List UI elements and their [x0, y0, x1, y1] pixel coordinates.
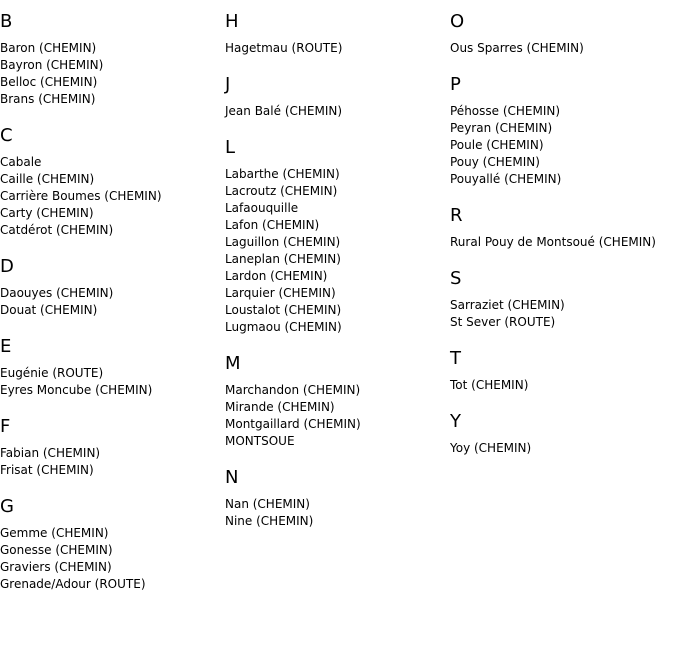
- street-name: Daouyes (CHEMIN): [0, 286, 114, 300]
- street-name: Péhosse (CHEMIN): [450, 104, 561, 118]
- letter-group: [0, 496, 220, 593]
- street-name: Yoy (CHEMIN): [450, 441, 532, 455]
- street-name: Brans (CHEMIN): [0, 92, 96, 106]
- group-letter-heading: T: [450, 348, 461, 369]
- street-name: Belloc (CHEMIN): [0, 75, 98, 89]
- letter-group: [225, 467, 445, 530]
- street-name: Marchandon (CHEMIN): [225, 383, 361, 397]
- street-name: Eugénie (ROUTE): [0, 366, 104, 380]
- street-name: Lafon (CHEMIN): [225, 218, 320, 232]
- group-letter-heading: H: [225, 11, 239, 32]
- street-name: MONTSOUE: [225, 434, 295, 448]
- street-list: [450, 103, 670, 188]
- street-name: Ous Sparres (CHEMIN): [450, 41, 584, 55]
- street-name: Lafaouquille: [225, 201, 299, 215]
- street-name: Caille (CHEMIN): [0, 172, 95, 186]
- street-name: Nine (CHEMIN): [225, 514, 314, 528]
- street-list: [450, 377, 670, 394]
- group-letter-heading: F: [0, 416, 11, 437]
- street-name: Poule (CHEMIN): [450, 138, 544, 152]
- street-name: Gonesse (CHEMIN): [0, 543, 113, 557]
- street-list: [0, 365, 220, 399]
- group-letter-heading: R: [450, 205, 463, 226]
- street-name: Lardon (CHEMIN): [225, 269, 328, 283]
- street-name: Larquier (CHEMIN): [225, 286, 336, 300]
- group-letter-heading: G: [0, 496, 14, 517]
- group-letter-heading: C: [0, 125, 13, 146]
- street-name: Laguillon (CHEMIN): [225, 235, 341, 249]
- street-list: [225, 496, 445, 530]
- street-name: Pouy (CHEMIN): [450, 155, 540, 169]
- letter-group: [450, 11, 670, 57]
- letter-group: [0, 416, 220, 479]
- street-name: Peyran (CHEMIN): [450, 121, 553, 135]
- street-name: Loustalot (CHEMIN): [225, 303, 342, 317]
- street-name: Laneplan (CHEMIN): [225, 252, 341, 266]
- street-list: [0, 445, 220, 479]
- group-letter-heading: Y: [450, 411, 461, 432]
- street-list: [450, 297, 670, 331]
- letter-group: [225, 137, 445, 336]
- street-name: Catdérot (CHEMIN): [0, 223, 114, 237]
- letter-group: [450, 74, 670, 188]
- street-name: Montgaillard (CHEMIN): [225, 417, 361, 431]
- street-name: Rural Pouy de Montsoué (CHEMIN): [450, 235, 656, 249]
- letter-group: [0, 336, 220, 399]
- street-name: Bayron (CHEMIN): [0, 58, 104, 72]
- index-column: [225, 11, 445, 547]
- street-list: [0, 285, 220, 319]
- street-name: Sarraziet (CHEMIN): [450, 298, 565, 312]
- street-list: [450, 440, 670, 457]
- street-name: Fabian (CHEMIN): [0, 446, 101, 460]
- letter-group: [225, 74, 445, 120]
- index-column: [0, 11, 220, 610]
- group-letter-heading: O: [450, 11, 465, 32]
- letter-group: [225, 353, 445, 450]
- street-list: [450, 234, 670, 251]
- street-list: [0, 154, 220, 239]
- group-letter-heading: P: [450, 74, 461, 95]
- street-name: Jean Balé (CHEMIN): [225, 104, 343, 118]
- street-name: Gemme (CHEMIN): [0, 526, 109, 540]
- group-letter-heading: N: [225, 467, 239, 488]
- street-name: Cabale: [0, 155, 42, 169]
- index-column: [450, 11, 670, 474]
- group-letter-heading: D: [0, 256, 14, 277]
- group-letter-heading: E: [0, 336, 12, 357]
- letter-group: [0, 256, 220, 319]
- letter-group: [450, 411, 670, 457]
- street-list: [225, 166, 445, 336]
- street-name: Mirande (CHEMIN): [225, 400, 335, 414]
- group-letter-heading: L: [225, 137, 236, 158]
- group-letter-heading: J: [225, 74, 231, 95]
- letter-group: [0, 125, 220, 239]
- street-list: [225, 40, 445, 57]
- street-name: Carrière Boumes (CHEMIN): [0, 189, 162, 203]
- street-list: [225, 103, 445, 120]
- group-letter-heading: B: [0, 11, 13, 32]
- street-list: [0, 40, 220, 108]
- street-name: Grenade/Adour (ROUTE): [0, 577, 146, 591]
- letter-group: [450, 205, 670, 251]
- street-name: Pouyallé (CHEMIN): [450, 172, 562, 186]
- street-list: [0, 525, 220, 593]
- group-letter-heading: S: [450, 268, 462, 289]
- letter-group: [0, 11, 220, 108]
- street-list: [450, 40, 670, 57]
- letter-group: [450, 268, 670, 331]
- street-name: Tot (CHEMIN): [450, 378, 529, 392]
- street-list: [225, 382, 445, 450]
- street-name: Lacroutz (CHEMIN): [225, 184, 338, 198]
- street-name: Eyres Moncube (CHEMIN): [0, 383, 153, 397]
- street-name: Hagetmau (ROUTE): [225, 41, 343, 55]
- street-name: Lugmaou (CHEMIN): [225, 320, 342, 334]
- street-name: Frisat (CHEMIN): [0, 463, 94, 477]
- street-name: Douat (CHEMIN): [0, 303, 98, 317]
- street-name: Labarthe (CHEMIN): [225, 167, 340, 181]
- street-name: St Sever (ROUTE): [450, 315, 556, 329]
- letter-group: [225, 11, 445, 57]
- letter-group: [450, 348, 670, 394]
- street-name: Nan (CHEMIN): [225, 497, 310, 511]
- street-name: Carty (CHEMIN): [0, 206, 94, 220]
- street-name: Baron (CHEMIN): [0, 41, 97, 55]
- group-letter-heading: M: [225, 353, 241, 374]
- street-name: Graviers (CHEMIN): [0, 560, 112, 574]
